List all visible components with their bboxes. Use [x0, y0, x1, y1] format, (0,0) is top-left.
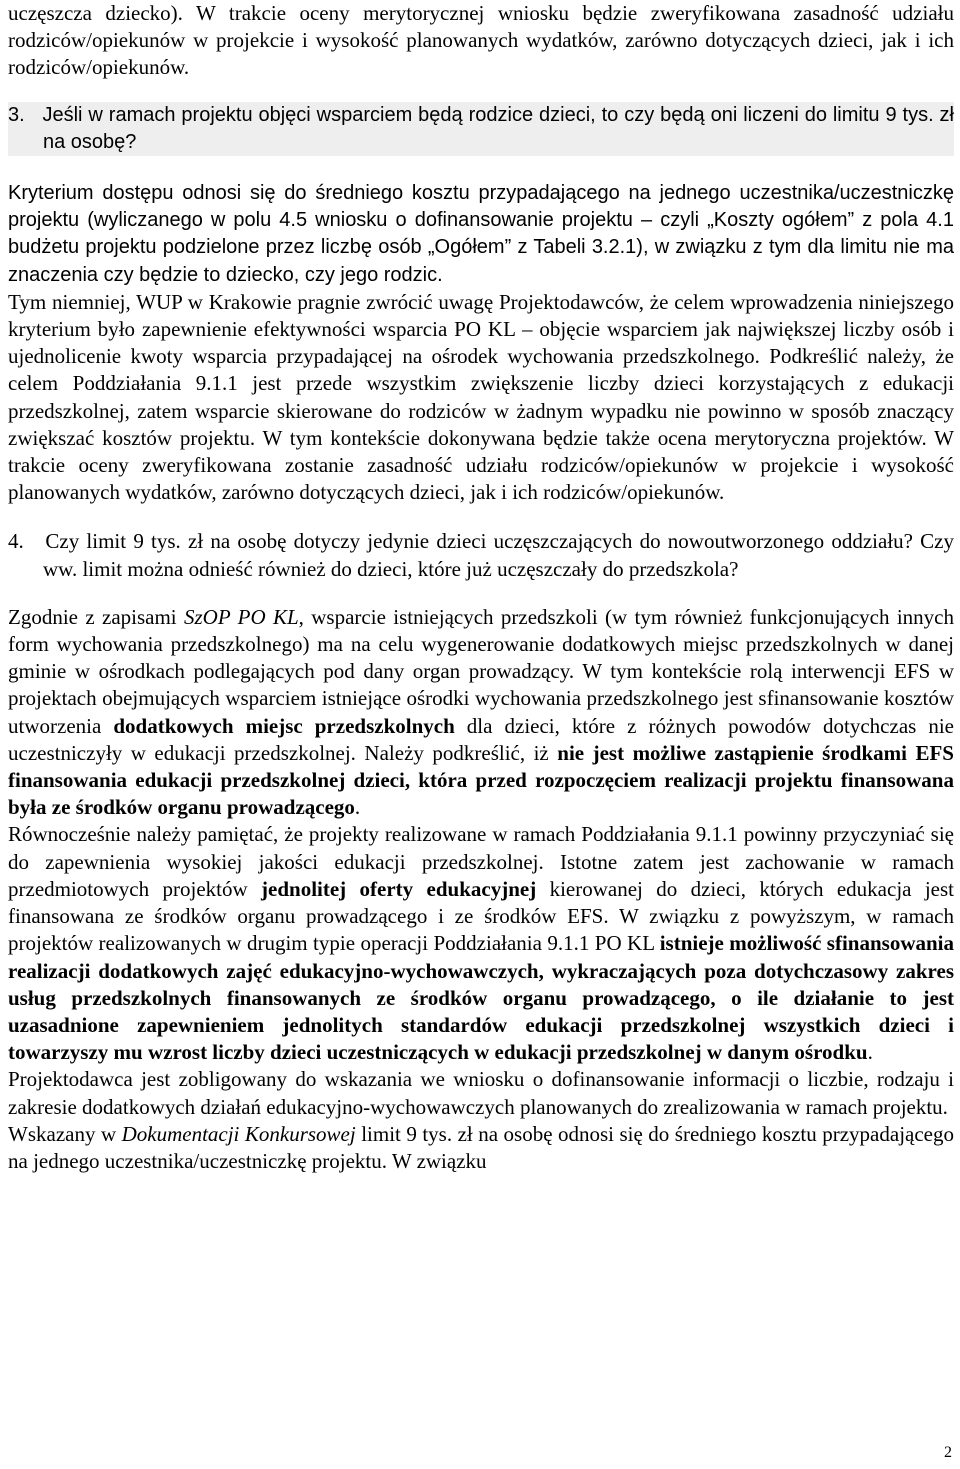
criterion-paragraph: Kryterium dostępu odnosi się do średniego kosztu przypadającego na jednego uczestnika/uczestniczkę projektu (wyliczanego w polu 4.5 wniosku o dofinansowanie projektu – czyli „Koszty ogółem” z pola 4.1 budżetu projektu podzielone przez liczbę osób „Ogółem” z Tabeli 3.2.1), w związku z tym dla limitu nie ma znaczenia czy będzie to dziecko, czy jego rodzic.: [8, 182, 954, 286]
document-content: [8, 0, 954, 1175]
rownoczesnie-text-2: kierowanej do dzieci, których edukacja jest finansowana ze środków organu prowadzącego i ze środków EFS. W związku z powyższym, w ramach projektów realizowanych w drugim typie operacji Poddziałania 9.1.1 PO KL: [8, 876, 954, 956]
zgodnie-bold-miejsc: dodatkowych miejsc przedszkolnych: [113, 713, 455, 738]
zgodnie-text-3: dla dzieci, które z różnych powodów dotychczas nie uczestniczyły w edukacji przedszkolnej. Należy podkreślić, iż: [8, 713, 955, 765]
question-4-block: [8, 528, 954, 582]
zgodnie-italic-szop: SzOP PO KL: [184, 604, 299, 629]
question-3-number: 3.: [8, 103, 25, 126]
rownoczesnie-bold-mozliwosc: istnieje możliwość sfinansowania realizacji dodatkowych zajęć edukacyjno-wychowawczych, wykraczających poza dotychczasowy zakres usług przedszkolnych finansowanych ze środków organu prowadzącego, o ile działanie to jest uzasadnione zapewnieniem jednolitych standardów edukacji przedszkolnej wszystkich dzieci i towarzyszy mu wzrost liczby dzieci uczestniczących w edukacji przedszkolnej w danym ośrodku: [8, 931, 955, 1065]
zgodnie-paragraph: [8, 604, 954, 822]
projektodawca-paragraph: Projektodawca jest zobligowany do wskazania we wniosku o dofinansowanie informacji o liczbie, rodzaju i zakresie dodatkowych działań edukacyjno-wychowawczych planowanych do zrealizowania w ramach projektu.: [8, 1067, 954, 1119]
question-3-highlight: [8, 102, 954, 156]
rownoczesnie-text-1: Równocześnie należy pamiętać, że projekty realizowane w ramach Poddziałania 9.1.1 powinny przyczyniać się do zapewnienia wysokiej jakości edukacji przedszkolnej. Istotne zatem jest zachowanie w ramach przedmiotowych projektów: [8, 822, 954, 901]
wskazany-text-2: limit 9 tys. zł na osobę odnosi się do średniego kosztu przypadającego na jednego uczestnika/uczestniczkę projektu. W związku: [8, 1121, 954, 1173]
zgodnie-text-2: , wsparcie istniejących przedszkoli (w tym również funkcjonujących innych form wychowania przedszkolnego) ma na celu wygenerowanie dodatkowych miejsc przedszkolnych w danej gminie w ośrodkach podlegających pod dany organ prowadzący. W tym kontekście rolą interwencji EFS w projektach obejmujących wsparciem istniejące ośrodki wychowania przedszkolnego jest sfinansowanie kosztów utworzenia: [8, 604, 955, 738]
intro-paragraph: uczęszcza dziecko). W trakcie oceny merytorycznej wniosku będzie zweryfikowana zasadność udziału rodziców/opiekunów w projekcie i wysokość planowanych wydatków, zarówno dotyczących dzieci, jak i ich rodziców/opiekunów.: [8, 1, 954, 80]
wup-paragraph: Tym niemniej, WUP w Krakowie pragnie zwrócić uwagę Projektodawców, że celem wprowadzenia niniejszego kryterium było zapewnienie efektywności wsparcia PO KL – objęcie wsparciem jak największej liczby osób i ujednolicenie kwoty wsparcia przypadającej na ośrodek wychowania przedszkolnego. Podkreślić należy, że celem Poddziałania 9.1.1 jest przede wszystkim zwiększenie liczby dzieci korzystających z edukacji przedszkolnej, zatem wsparcie skierowane do rodziców w żadnym wypadku nie powinno w sposób znaczący zwiększać kosztów projektu. W tym kontekście dokonywana będzie także ocena merytoryczna projektów. W trakcie oceny zweryfikowana zostanie zasadność udziału rodziców/opiekunów w projekcie i wysokość planowanych wydatków, zarówno dotyczących dzieci, jak i ich rodziców/opiekunów.: [8, 289, 954, 505]
zgodnie-bold-efs: nie jest możliwe zastąpienie środkami EFS finansowania edukacji przedszkolnej dzieci, która przed rozpoczęciem realizacji projektu finansowana była ze środków organu prowadzącego: [8, 740, 954, 820]
rownoczesnie-bold-oferty: jednolitej oferty edukacyjnej: [261, 876, 537, 901]
question-4: [8, 528, 954, 582]
page-number: 2: [944, 1444, 952, 1461]
zgodnie-text-4: .: [354, 795, 361, 820]
question-3-text: Jeśli w ramach projektu objęci wsparciem będą rodzice dzieci, to czy będą oni liczeni do limitu 9 tys. zł na osobę?: [42, 103, 955, 153]
zgodnie-text-1: Zgodnie z zapisami: [8, 604, 184, 629]
wskazany-text-1: Wskazany w: [8, 1121, 122, 1146]
question-4-number: 4.: [8, 529, 24, 554]
rownoczesnie-paragraph: [8, 821, 954, 1066]
wskazany-italic-dokumentacja: Dokumentacji Konkursowej: [121, 1121, 356, 1146]
rownoczesnie-text-3: .: [867, 1040, 873, 1065]
wskazany-paragraph: [8, 1121, 954, 1175]
question-3: [8, 102, 954, 156]
question-4-text: Czy limit 9 tys. zł na osobę dotyczy jedynie dzieci uczęszczających do nowoutworzonego oddziału? Czy ww. limit można odnieść również do dzieci, które już uczęszczały do przedszkola?: [43, 529, 954, 581]
